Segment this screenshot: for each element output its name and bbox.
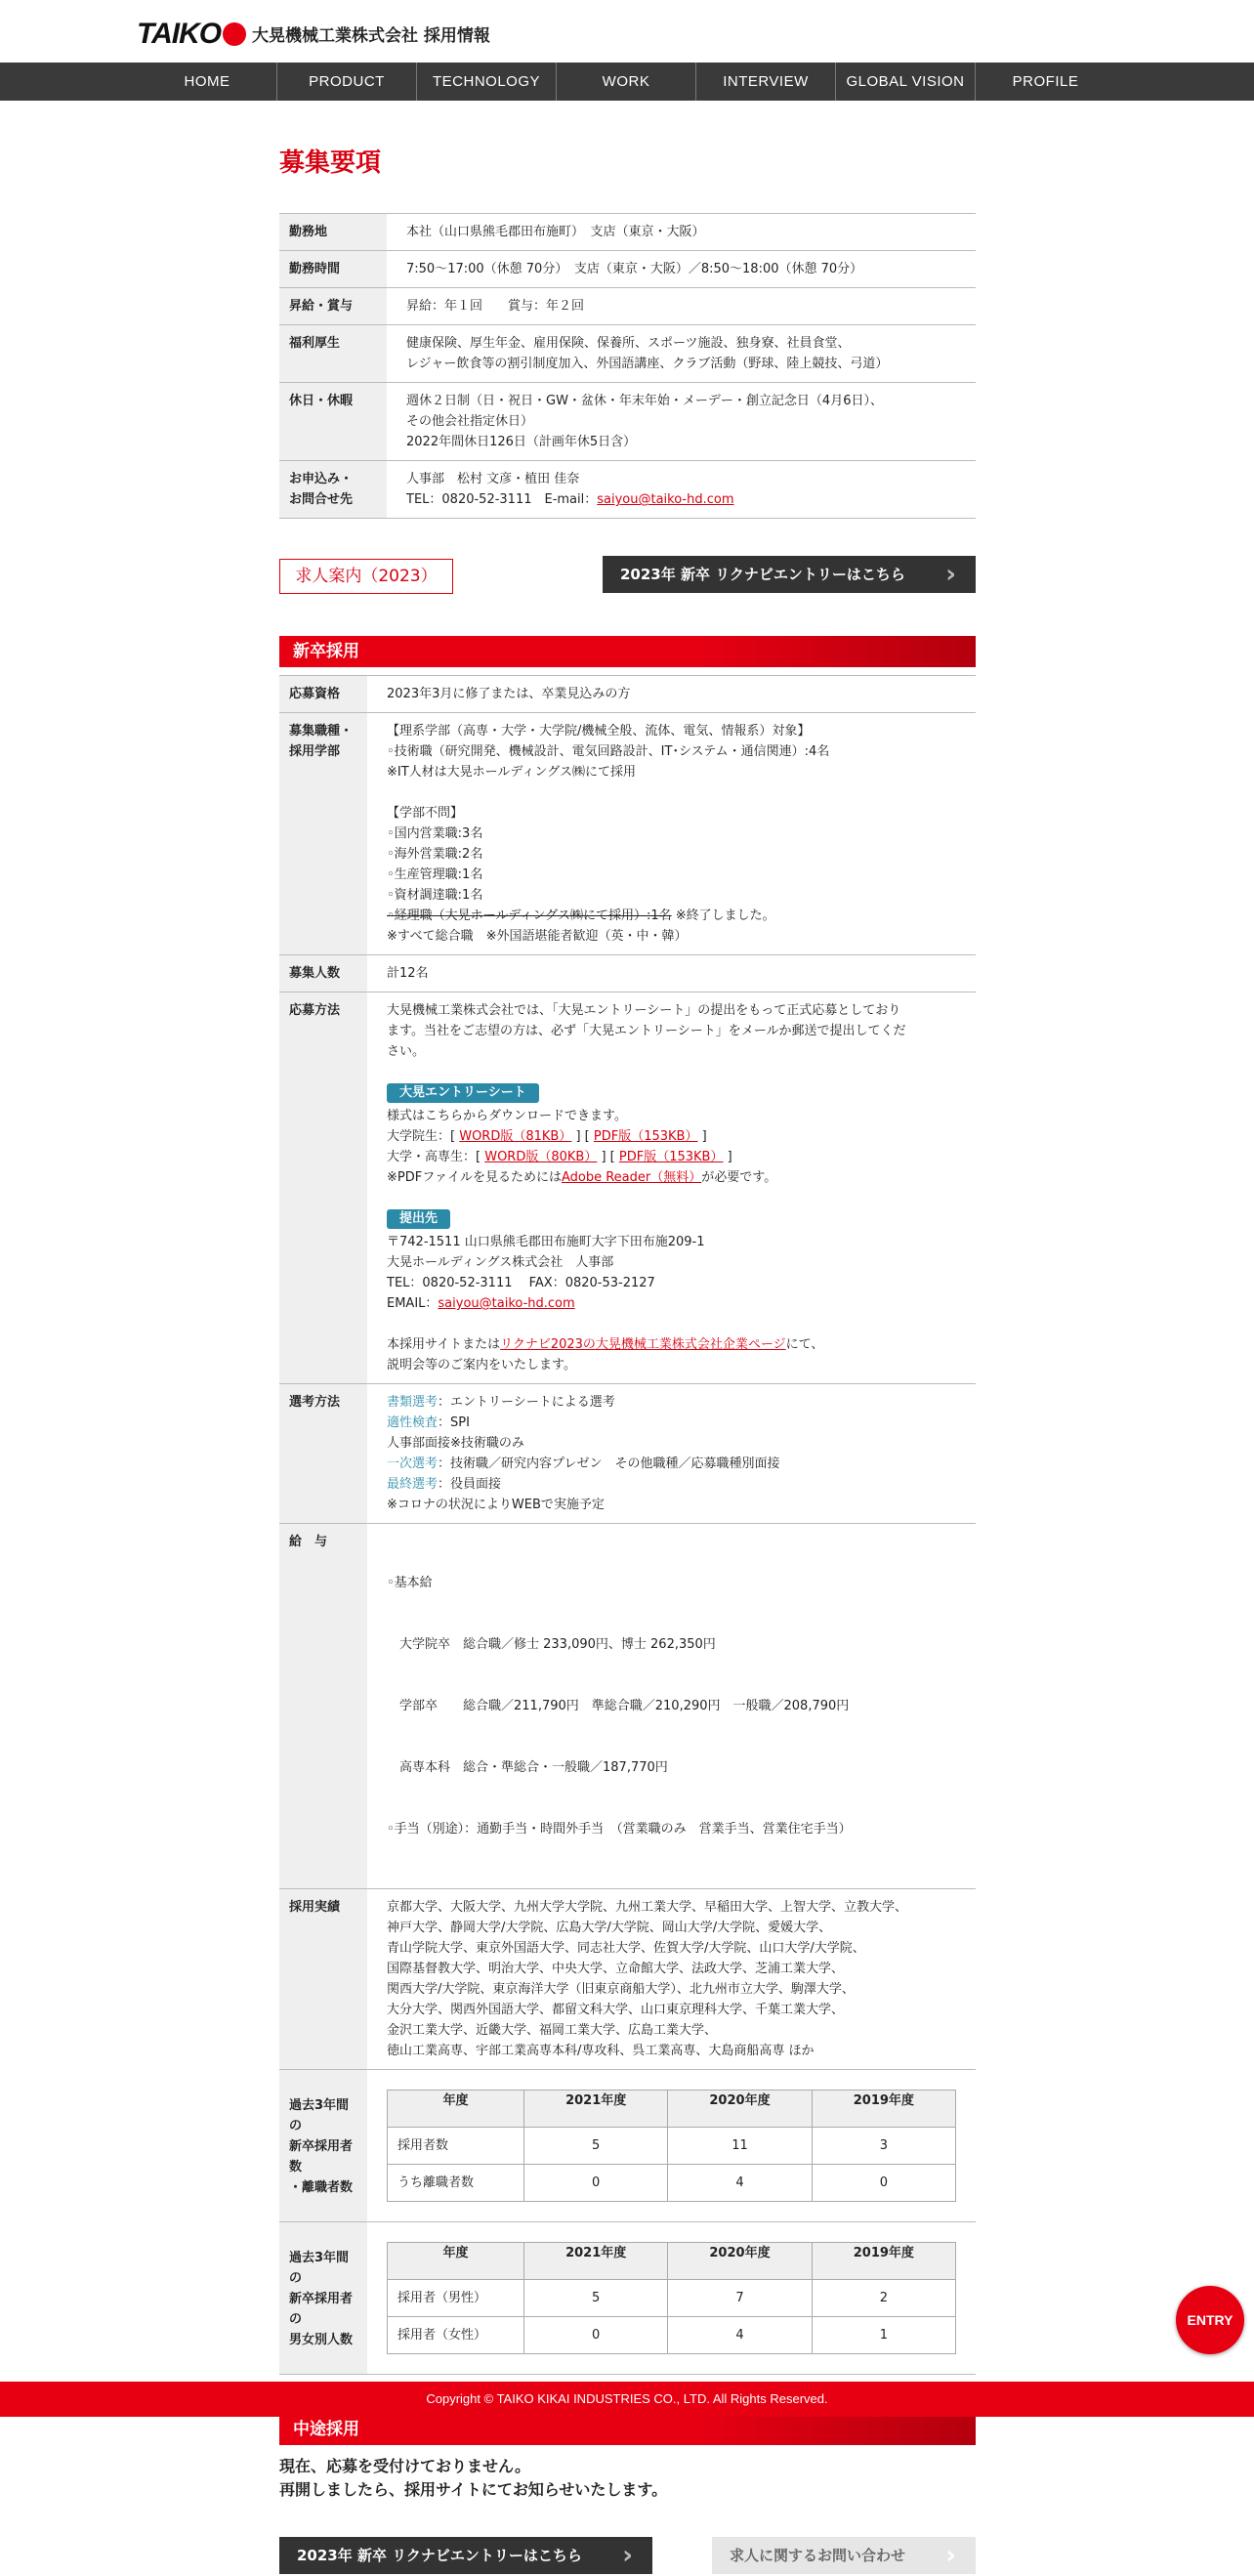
row-label: 昇給・賞与 (279, 288, 387, 325)
row-value: 計12名 (367, 955, 976, 992)
gender-label-line: 過去3年間の (289, 2251, 350, 2286)
table-row (279, 1524, 976, 1889)
table-row (279, 2222, 976, 2375)
global-nav (0, 63, 1254, 101)
general-requirements-table (279, 213, 976, 519)
row-label: 勤務時間 (279, 251, 387, 288)
pdf-note (387, 1167, 956, 1188)
col-header: 2019年度 (812, 2243, 955, 2280)
step-key: 最終選考 (387, 1477, 439, 1492)
results-line: 京都大学、大阪大学、九州大学大学院、九州工業大学、早稲田大学、上智大学、立教大学、 (387, 1900, 908, 1915)
hires-label-line: 過去3年間の (289, 2098, 350, 2133)
table-header-row (388, 2243, 956, 2280)
table-header-row (388, 2090, 956, 2128)
bracket-text: ] (697, 1129, 707, 1144)
job-guide-button[interactable]: 求人案内（2023） (279, 559, 453, 594)
salary-line: 高専本科 総合・準総合・一般職／187,770円 (387, 1760, 668, 1775)
row-label: 応募資格 (279, 676, 367, 713)
row-value (367, 992, 976, 1384)
method-intro: ます。当社をご志望の方は、必ず「大晃エントリーシート」をメールか郵送で提出してくだ (387, 1024, 906, 1038)
grad-download-line (387, 1126, 956, 1147)
col-header: 2020年度 (668, 2243, 812, 2280)
cell: 0 (524, 2165, 668, 2202)
contact-label-line: お申込み・ (289, 472, 354, 486)
floating-entry-button[interactable]: ENTRY (1176, 2286, 1244, 2354)
univ-label: 大学・高専生：[ (387, 1150, 485, 1164)
cell: 11 (668, 2128, 812, 2165)
top-button-row (279, 556, 976, 595)
salary-line: ◦基本給 (387, 1576, 433, 1590)
univ-download-line (387, 1147, 956, 1167)
address-line: TEL：0820-52-3111 FAX：0820-53-2127 (387, 1276, 655, 1290)
table-row (388, 2317, 956, 2354)
holiday-line: 週休２日制（日・祝日・GW・盆休・年末年始・メーデー・創立記念日（4月6日）、 (406, 394, 883, 408)
welfare-line: 健康保険、厚生年金、雇用保険、保養所、スポーツ施設、独身寮、社員食堂、 (406, 336, 851, 351)
row-label (279, 2222, 367, 2375)
row-label: 休日・休暇 (279, 383, 387, 461)
row-value: 7:50〜17:00（休憩 70分） 支店（東京・大阪）／8:50〜18:00（休憩 70分） (387, 251, 976, 288)
row-value (367, 1384, 976, 1524)
spacer (387, 1314, 956, 1334)
mid-career-line: 現在、応募を受付けておりません。 (279, 2457, 530, 2475)
row-label: 採用者数 (388, 2128, 524, 2165)
job-line: ※IT人材は大晃ホールディングス㈱にて採用 (387, 765, 636, 780)
table-row (279, 325, 976, 383)
download-note: 様式はこちらからダウンロードできます。 (387, 1109, 627, 1123)
gender-table (387, 2242, 956, 2354)
grad-label: 大学院生：[ (387, 1129, 460, 1144)
table-row (388, 2280, 956, 2317)
submit-tag: 提出先 (387, 1209, 450, 1229)
selection-step (387, 1474, 956, 1495)
row-value (367, 2222, 976, 2375)
row-value: 本社（山口県熊毛郡田布施町） 支店（東京・大阪） (387, 214, 976, 251)
row-label: 採用者（女性） (388, 2317, 524, 2354)
job-line: ※すべて総合職 ※外国語堪能者歓迎（英・中・韓） (387, 929, 688, 944)
job-line: ◦国内営業職:3名 (387, 826, 483, 841)
closed-note: ※終了しました。 (671, 908, 775, 923)
nav-global-vision[interactable]: GLOBAL VISION (836, 63, 976, 101)
results-line: 徳山工業高専、宇部工業高専本科/専攻科、呉工業高専、大島商船高専 ほか (387, 2044, 815, 2058)
job-line: ◦資材調達職:1名 (387, 888, 483, 903)
table-row (388, 2128, 956, 2165)
cell: 5 (524, 2280, 668, 2317)
address-line: 大晃ホールディングス株式会社 人事部 (387, 1255, 614, 1270)
chevron-right-icon: › (945, 560, 956, 589)
selection-note: ※コロナの状況によりWEBで実施予定 (387, 1498, 605, 1512)
contact-tel-text: TEL：0820-52-3111 E-mail： (406, 492, 598, 507)
results-line: 青山学院大学、東京外国語大学、同志社大学、佐賀大学/大学院、山口大学/大学院、 (387, 1941, 865, 1956)
row-label: 募集人数 (279, 955, 367, 992)
row-label (279, 461, 387, 519)
header (0, 0, 1254, 63)
entry-sheet-tag: 大晃エントリーシート (387, 1083, 539, 1103)
job-label-line: 募集職種・ (289, 724, 354, 739)
row-value (367, 2070, 976, 2222)
table-row (279, 713, 976, 955)
method-intro: 大晃機械工業株式会社では、「大晃エントリーシート」の提出をもって正式応募としており (387, 1003, 901, 1018)
table-row (279, 992, 976, 1384)
step-key: 適性検査 (387, 1415, 439, 1430)
site-note (387, 1334, 956, 1355)
row-value (387, 383, 976, 461)
rikunabi-entry-label: 2023年 新卒 リクナビエントリーはこちら (620, 566, 905, 583)
univ-word-link[interactable]: WORD版（80KB） (484, 1150, 598, 1164)
job-line: 【学部不問】 (387, 806, 464, 821)
col-header: 年度 (388, 2243, 524, 2280)
footer-copyright: Copyright © TAIKO KIKAI INDUSTRIES CO., LTD. All Rights Reserved. (0, 2382, 1254, 2417)
site-note: 説明会等のご案内をいたします。 (387, 1358, 576, 1372)
logo-wordmark: TAIKO (137, 18, 222, 50)
cell: 7 (668, 2280, 812, 2317)
cell: 3 (812, 2128, 955, 2165)
univ-pdf-link[interactable]: PDF版（153KB） (618, 1150, 724, 1164)
nav-interview[interactable]: INTERVIEW (696, 63, 836, 101)
row-label: 採用者（男性） (388, 2280, 524, 2317)
table-row (279, 676, 976, 713)
table-row (279, 251, 976, 288)
cell: 1 (812, 2317, 955, 2354)
hires-label-line: ・離職者数 (289, 2180, 354, 2195)
table-row (279, 288, 976, 325)
nav-profile[interactable]: PROFILE (1012, 73, 1079, 90)
job-line: ◦生産管理職:1名 (387, 867, 483, 882)
main-content (279, 137, 976, 2576)
row-label: 勤務地 (279, 214, 387, 251)
site-title: 大晃機械工業株式会社 採用情報 (252, 26, 490, 46)
chevron-right-icon: › (622, 2541, 633, 2570)
grad-pdf-link[interactable]: PDF版（153KB） (593, 1129, 698, 1144)
row-value: 昇給：年１回 賞与：年２回 (387, 288, 976, 325)
rikunabi-entry-label: 2023年 新卒 リクナビエントリーはこちら (297, 2547, 582, 2564)
row-label: 給 与 (279, 1524, 367, 1889)
row-value: 2023年3月に修了または、卒業見込みの方 (367, 676, 976, 713)
submit-email-link[interactable]: saiyou@taiko-hd.com (438, 1296, 575, 1311)
cell: 2 (812, 2280, 955, 2317)
mid-career-notice (279, 2455, 976, 2502)
bracket-text: ] [ (571, 1129, 594, 1144)
nav-home[interactable]: HOME (138, 63, 277, 101)
col-header: 2021年度 (524, 2243, 668, 2280)
table-row (279, 1889, 976, 2070)
job-label-line: 採用学部 (289, 744, 341, 759)
job-line-closed (387, 906, 956, 926)
row-label (279, 2070, 367, 2222)
gender-label-line: 新卒採用者の (289, 2292, 354, 2327)
row-value (387, 325, 976, 383)
results-line: 関西大学/大学院、東京海洋大学（旧東京商船大学）、北九州市立大学、駒澤大学、 (387, 1982, 855, 1997)
row-value (367, 1524, 976, 1889)
table-row (388, 2165, 956, 2202)
bracket-text: ] (723, 1150, 732, 1164)
col-header: 2019年度 (812, 2090, 955, 2128)
job-line: ◦技術職（研究開発、機械設計、電気回路設計、IT･システム・通信関連）:4名 (387, 744, 830, 759)
rikunabi-entry-button-bottom[interactable] (279, 2537, 652, 2574)
row-label: 選考方法 (279, 1384, 367, 1524)
selection-step: 人事部面接※技術職のみ (387, 1436, 524, 1451)
grad-word-link[interactable]: WORD版（81KB） (459, 1129, 572, 1144)
welfare-line: レジャー飲食等の割引制度加入、外国語講座、クラブ活動（野球、陸上競技、弓道） (406, 357, 889, 371)
gender-label-line: 男女別人数 (289, 2333, 354, 2347)
job-inquiry-label: 求人に関するお問い合わせ (730, 2547, 906, 2564)
cell: 5 (524, 2128, 668, 2165)
spacer (387, 1188, 956, 1208)
email-label: EMAIL： (387, 1296, 439, 1311)
new-grad-table (279, 675, 976, 2375)
job-line (387, 782, 956, 803)
row-label: 採用実績 (279, 1889, 367, 2070)
site-note-text: 本採用サイトまたは (387, 1337, 501, 1352)
cell: 4 (668, 2317, 812, 2354)
cell: 0 (524, 2317, 668, 2354)
page-title: 募集要項 (279, 148, 382, 178)
col-header: 2020年度 (668, 2090, 812, 2128)
selection-step (387, 1454, 956, 1474)
salary-line: 学部卒 総合職／211,790円 準総合職／210,290円 一般職／208,790円 (387, 1699, 850, 1713)
step-value: ：エントリーシートによる選考 (438, 1395, 615, 1410)
row-label (279, 713, 367, 955)
nav-technology[interactable]: TECHNOLOGY (417, 63, 557, 101)
method-intro: さい。 (387, 1044, 426, 1059)
contact-label-line: お問合せ先 (289, 492, 354, 507)
spacer (387, 1062, 956, 1082)
bottom-button-row (279, 2537, 976, 2576)
results-line: 金沢工業大学、近畿大学、福岡工業大学、広島工業大学、 (387, 2023, 718, 2038)
step-value: ：役員面接 (438, 1477, 502, 1492)
adobe-reader-link[interactable]: Adobe Reader（無料） (561, 1170, 702, 1185)
step-key: 一次選考 (387, 1457, 439, 1471)
mid-career-section-heading: 中途採用 (279, 2414, 976, 2445)
selection-step (387, 1392, 956, 1413)
step-key: 書類選考 (387, 1395, 439, 1410)
row-label: うち離職者数 (388, 2165, 524, 2202)
mid-career-line: 再開しましたら、採用サイトにてお知らせいたします。 (279, 2480, 668, 2499)
results-line: 神戸大学、静岡大学/大学院、広島大学/大学院、岡山大学/大学院、愛媛大学、 (387, 1921, 832, 1935)
address-line: 〒742-1511 山口県熊毛郡田布施町大字下田布施209-1 (387, 1235, 705, 1249)
site-note-text: にて、 (785, 1337, 824, 1352)
job-inquiry-button[interactable] (712, 2537, 976, 2574)
row-value (367, 713, 976, 955)
holiday-line: 2022年間休日126日（計画年休5日含） (406, 435, 637, 449)
job-line: ◦海外営業職:2名 (387, 847, 483, 862)
results-line: 国際基督教大学、明治大学、中央大学、立命館大学、法政大学、芝浦工業大学、 (387, 1962, 845, 1976)
chevron-right-icon: › (945, 2541, 956, 2570)
salary-line: 大学院卒 総合職／修士 233,090円、博士 262,350円 (387, 1637, 716, 1652)
nav-work[interactable]: WORK (557, 63, 696, 101)
address-email-line (387, 1293, 956, 1314)
cell: 0 (812, 2165, 955, 2202)
holiday-line: その他会社指定休日） (406, 414, 534, 429)
hires-label-line: 新卒採用者数 (289, 2139, 354, 2175)
contact-email-link[interactable]: saiyou@taiko-hd.com (597, 492, 734, 507)
row-value (387, 461, 976, 519)
logo-red-dot-icon (223, 22, 246, 46)
contact-tel (406, 489, 956, 510)
results-line: 大分大学、関西外国語大学、都留文科大学、山口東京理科大学、千葉工業大学、 (387, 2003, 845, 2017)
table-row (279, 461, 976, 519)
row-value (367, 1889, 976, 2070)
contact-person: 人事部 松村 文彦・植田 佳奈 (406, 472, 580, 486)
salary-line: ◦手当（別途）：通勤手当・時間外手当 （営業職のみ 営業手当、営業住宅手当） (387, 1822, 852, 1837)
bracket-text: ] [ (597, 1150, 619, 1164)
pdf-note-text: ※PDFファイルを見るためには (387, 1170, 562, 1185)
pdf-note-text: が必要です。 (701, 1170, 777, 1185)
row-label: 福利厚生 (279, 325, 387, 383)
new-grad-section-heading: 新卒採用 (279, 636, 976, 667)
table-row (279, 1384, 976, 1524)
step-value: ：技術職／研究内容プレゼン その他職種／応募職種別面接 (438, 1457, 780, 1471)
nav-product[interactable]: PRODUCT (277, 63, 417, 101)
rikunabi-company-page-link[interactable]: リクナビ2023の大晃機械工業株式会社企業ページ (500, 1337, 786, 1352)
job-line: 【理系学部（高専・大学・大学院/機械全般、流体、電気、情報系）対象】 (387, 724, 811, 739)
rikunabi-entry-button[interactable] (603, 556, 976, 593)
selection-step (387, 1413, 956, 1433)
row-label: 応募方法 (279, 992, 367, 1384)
cell: 4 (668, 2165, 812, 2202)
col-header: 2021年度 (524, 2090, 668, 2128)
col-header: 年度 (388, 2090, 524, 2128)
closed-position: ◦経理職（大晃ホールディングス㈱にて採用）:1名 (387, 908, 672, 923)
taiko-logo[interactable] (137, 20, 246, 49)
table-row (279, 2070, 976, 2222)
hires-table (387, 2090, 956, 2202)
step-value: ：SPI (438, 1415, 470, 1430)
table-row (279, 383, 976, 461)
table-row (279, 955, 976, 992)
table-row (279, 214, 976, 251)
